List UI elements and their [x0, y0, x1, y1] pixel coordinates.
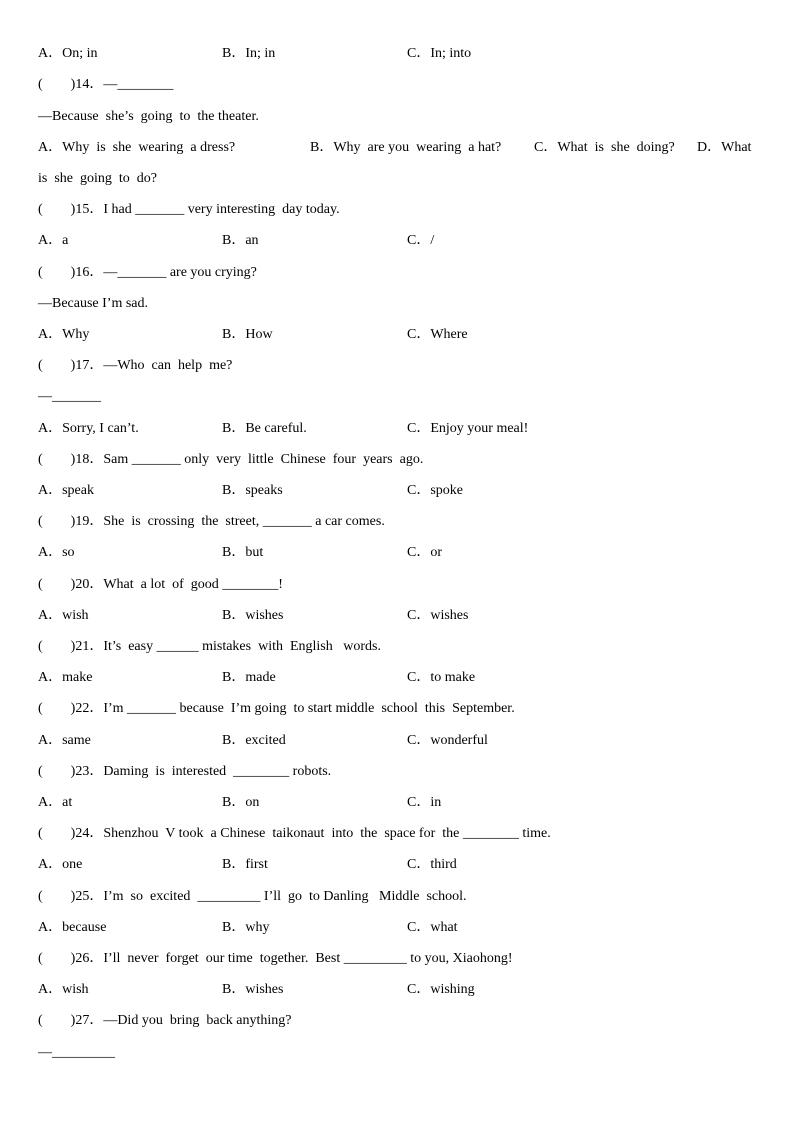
- option-a: A．wish: [38, 608, 89, 623]
- option-b: B．wishes: [222, 608, 284, 623]
- answer-options: [0, 420, 794, 438]
- option-c: C．wishes: [407, 608, 469, 623]
- question-line: ( )24．Shenzhou V took a Chinese taikonaut into the space for the ________ time.: [38, 826, 551, 841]
- option-a: A．because: [38, 920, 107, 935]
- option-b: B．excited: [222, 733, 286, 748]
- answer-options: [0, 856, 794, 874]
- option-a: A．a: [38, 233, 69, 248]
- question-line: ( )18．Sam _______ only very little Chinese four years ago.: [38, 452, 424, 467]
- question-line: ( )14．—________: [38, 77, 174, 92]
- answer-options: [0, 232, 794, 250]
- answer-options: [0, 981, 794, 999]
- option-c: C．what: [407, 920, 458, 935]
- question-line: ( )22．I’m _______ because I’m going to start middle school this September.: [38, 701, 515, 716]
- option-a: A．make: [38, 670, 93, 685]
- answer-options: [0, 794, 794, 812]
- option-a: A．so: [38, 545, 75, 560]
- option-b: B．In; in: [222, 46, 276, 61]
- option-b: B．Why are you wearing a hat?: [310, 140, 502, 155]
- option-a: A．wish: [38, 982, 89, 997]
- question-line: —Because she’s going to the theater.: [38, 109, 259, 124]
- option-b: B．wishes: [222, 982, 284, 997]
- question-line: ( )25．I’m so excited _________ I’ll go to Danling Middle school.: [38, 889, 467, 904]
- option-a: A．at: [38, 795, 73, 810]
- answer-options: [0, 919, 794, 937]
- question-line: —Because I’m sad.: [38, 296, 149, 311]
- answer-options: [0, 669, 794, 687]
- option-c: C．or: [407, 545, 442, 560]
- option-a: A．speak: [38, 483, 94, 498]
- question-line: —_______: [38, 389, 101, 404]
- option-b: B．Be careful.: [222, 421, 307, 436]
- option-a: A．Sorry, I can’t.: [38, 421, 139, 436]
- option-b: B．on: [222, 795, 260, 810]
- option-c: C．Where: [407, 327, 468, 342]
- option-b: B．an: [222, 233, 259, 248]
- question-line: ( )20．What a lot of good ________!: [38, 577, 283, 592]
- option-c: C．to make: [407, 670, 476, 685]
- question-line: ( )23．Daming is interested ________ robots.: [38, 764, 332, 779]
- option-b: B．speaks: [222, 483, 283, 498]
- option-a: A．same: [38, 733, 91, 748]
- option-a: A．one: [38, 857, 83, 872]
- answer-options: [0, 45, 794, 63]
- option-c: C．spoke: [407, 483, 463, 498]
- question-line: —_________: [38, 1045, 115, 1060]
- option-b: B．How: [222, 327, 273, 342]
- option-b: B．first: [222, 857, 268, 872]
- option-b: B．but: [222, 545, 264, 560]
- question-line: ( )15．I had _______ very interesting day today.: [38, 202, 340, 217]
- option-c: C．In; into: [407, 46, 472, 61]
- option-b: B．why: [222, 920, 270, 935]
- question-line: ( )21．It’s easy ______ mistakes with English words.: [38, 639, 381, 654]
- question-line: ( )17．—Who can help me?: [38, 358, 233, 373]
- option-a: A．Why is she wearing a dress?: [38, 140, 236, 155]
- option-d: D．What: [697, 140, 752, 155]
- question-line: ( )19．She is crossing the street, _______ a car comes.: [38, 514, 385, 529]
- answer-options: [0, 607, 794, 625]
- option-a: A．On; in: [38, 46, 98, 61]
- answer-options: [0, 139, 794, 157]
- option-c: C．third: [407, 857, 457, 872]
- option-c: C．/: [407, 233, 435, 248]
- answer-options: [0, 732, 794, 750]
- answer-options: [0, 544, 794, 562]
- question-line: is she going to do?: [38, 171, 157, 186]
- question-line: ( )26．I’ll never forget our time together. Best _________ to you, Xiaohong!: [38, 951, 513, 966]
- option-c: C．wishing: [407, 982, 475, 997]
- option-b: B．made: [222, 670, 276, 685]
- option-c: C．wonderful: [407, 733, 488, 748]
- option-a: A．Why: [38, 327, 90, 342]
- option-c: C．What is she doing?: [534, 140, 675, 155]
- answer-options: [0, 482, 794, 500]
- question-line: ( )16．—_______ are you crying?: [38, 265, 257, 280]
- option-c: C．in: [407, 795, 442, 810]
- question-line: ( )27．—Did you bring back anything?: [38, 1013, 292, 1028]
- answer-options: [0, 326, 794, 344]
- option-c: C．Enjoy your meal!: [407, 421, 529, 436]
